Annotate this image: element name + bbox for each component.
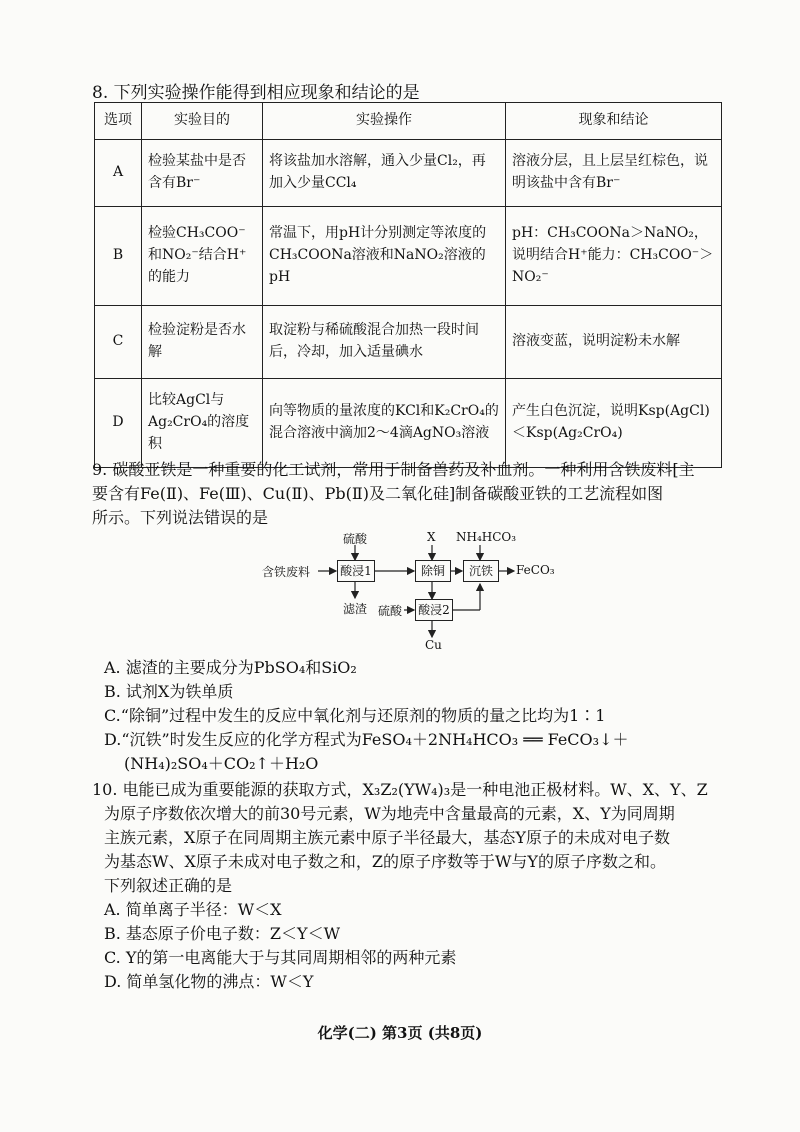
- q9-option-c: C.“除铜”过程中发生的反应中氧化剂与还原剂的物质的量之比均为1∶1: [104, 706, 606, 725]
- flow-feed-label: 含铁废料: [262, 565, 311, 579]
- q9-option-d: D.“沉铁”时发生反应的化学方程式为FeSO₄＋2NH₄HCO₃ ══ FeCO₃↓＋: [104, 730, 629, 749]
- header-operation: 实验操作: [263, 103, 506, 140]
- q10-stem-line-4: 为基态W、X原子未成对电子数之和，Z的原子序数等于W与Y的原子序数之和。: [104, 852, 666, 871]
- row-result: 产生白色沉淀，说明Ksp(AgCl)＜Ksp(Ag₂CrO₄): [506, 379, 722, 468]
- q10-stem-line-2: 为原子序数依次增大的前30号元素，W为地壳中含量最高的元素，X、Y为同周期: [104, 804, 675, 823]
- row-purpose: 比较AgCl与Ag₂CrO₄的溶度积: [142, 379, 263, 468]
- flow-box-precipitate-iron: 沉铁: [463, 560, 499, 582]
- row-operation: 向等物质的量浓度的KCl和K₂CrO₄的混合溶液中滴加2～4滴AgNO₃溶液: [263, 379, 506, 468]
- row-operation: 常温下，用pH计分别测定等浓度的CH₃COONa溶液和NaNO₂溶液的pH: [263, 207, 506, 306]
- flow-residue-label: 滤渣: [343, 602, 368, 616]
- row-option: D: [95, 379, 142, 468]
- flow-cu-label: Cu: [425, 638, 442, 652]
- q10-stem-line-5: 下列叙述正确的是: [104, 876, 233, 895]
- q9-option-a: A. 滤渣的主要成分为PbSO₄和SiO₂: [104, 658, 357, 677]
- row-option: B: [95, 207, 142, 306]
- flow-acid2-label: 硫酸: [378, 604, 403, 618]
- q10-option-c: C. Y的第一电离能大于与其同周期相邻的两种元素: [104, 948, 457, 967]
- q9-stem-line-3: 所示。下列说法错误的是: [92, 508, 269, 527]
- row-operation: 取淀粉与稀硫酸混合加热一段时间后，冷却，加入适量碘水: [263, 306, 506, 379]
- flow-x-label: X: [427, 530, 436, 544]
- q10-option-b: B. 基态原子价电子数：Z＜Y＜W: [104, 924, 341, 943]
- flow-product-label: FeCO₃: [516, 563, 555, 577]
- q10-option-a: A. 简单离子半径：W＜X: [104, 900, 282, 919]
- q9-option-d-cont: (NH₄)₂SO₄＋CO₂↑＋H₂O: [124, 754, 319, 773]
- row-operation: 将该盐加水溶解，通入少量Cl₂，再加入少量CCl₄: [263, 140, 506, 207]
- flow-box-acid-leach-1: 酸浸1: [337, 560, 375, 582]
- flow-box-acid-leach-2: 酸浸2: [415, 599, 453, 621]
- row-option: A: [95, 140, 142, 207]
- row-purpose: 检验某盐中是否含有Br⁻: [142, 140, 263, 207]
- header-result: 现象和结论: [506, 103, 722, 140]
- flow-box-remove-copper: 除铜: [415, 560, 451, 582]
- q10-stem-line-1: 10. 电能已成为重要能源的获取方式，X₃Z₂(YW₄)₃是一种电池正极材料。W、X、Y、Z: [92, 780, 708, 799]
- q10-option-d: D. 简单氢化物的沸点：W＜Y: [104, 972, 314, 991]
- q10-stem-line-3: 主族元素，X原子在同周期主族元素中原子半径最大，基态Y原子的未成对电子数: [104, 828, 670, 847]
- flow-acid1-label: 硫酸: [343, 532, 368, 546]
- q9-option-b: B. 试剂X为铁单质: [104, 682, 234, 701]
- row-result: 溶液变蓝，说明淀粉未水解: [506, 306, 722, 379]
- flow-nh4hco3-label: NH₄HCO₃: [456, 530, 517, 544]
- q9-stem-line-2: 要含有Fe(Ⅱ)、Fe(Ⅲ)、Cu(Ⅱ)、Pb(Ⅱ)及二氧化硅]制备碳酸亚铁的工艺流程如图: [92, 484, 664, 503]
- row-result: pH：CH₃COONa＞NaNO₂，说明结合H⁺能力：CH₃COO⁻＞NO₂⁻: [506, 207, 722, 306]
- header-purpose: 实验目的: [142, 103, 263, 140]
- page-footer: 化学(二) 第3页 (共8页): [317, 1024, 483, 1042]
- q8-stem: 8. 下列实验操作能得到相应现象和结论的是: [92, 83, 420, 103]
- header-option: 选项: [95, 103, 142, 140]
- row-purpose: 检验淀粉是否水解: [142, 306, 263, 379]
- row-result: 溶液分层，且上层呈红棕色，说明该盐中含有Br⁻: [506, 140, 722, 207]
- row-option: C: [95, 306, 142, 379]
- q9-stem-line-1: 9. 碳酸亚铁是一种重要的化工试剂，常用于制备兽药及补血剂。一种利用含铁废料[主: [92, 460, 695, 479]
- row-purpose: 检验CH₃COO⁻和NO₂⁻结合H⁺的能力: [142, 207, 263, 306]
